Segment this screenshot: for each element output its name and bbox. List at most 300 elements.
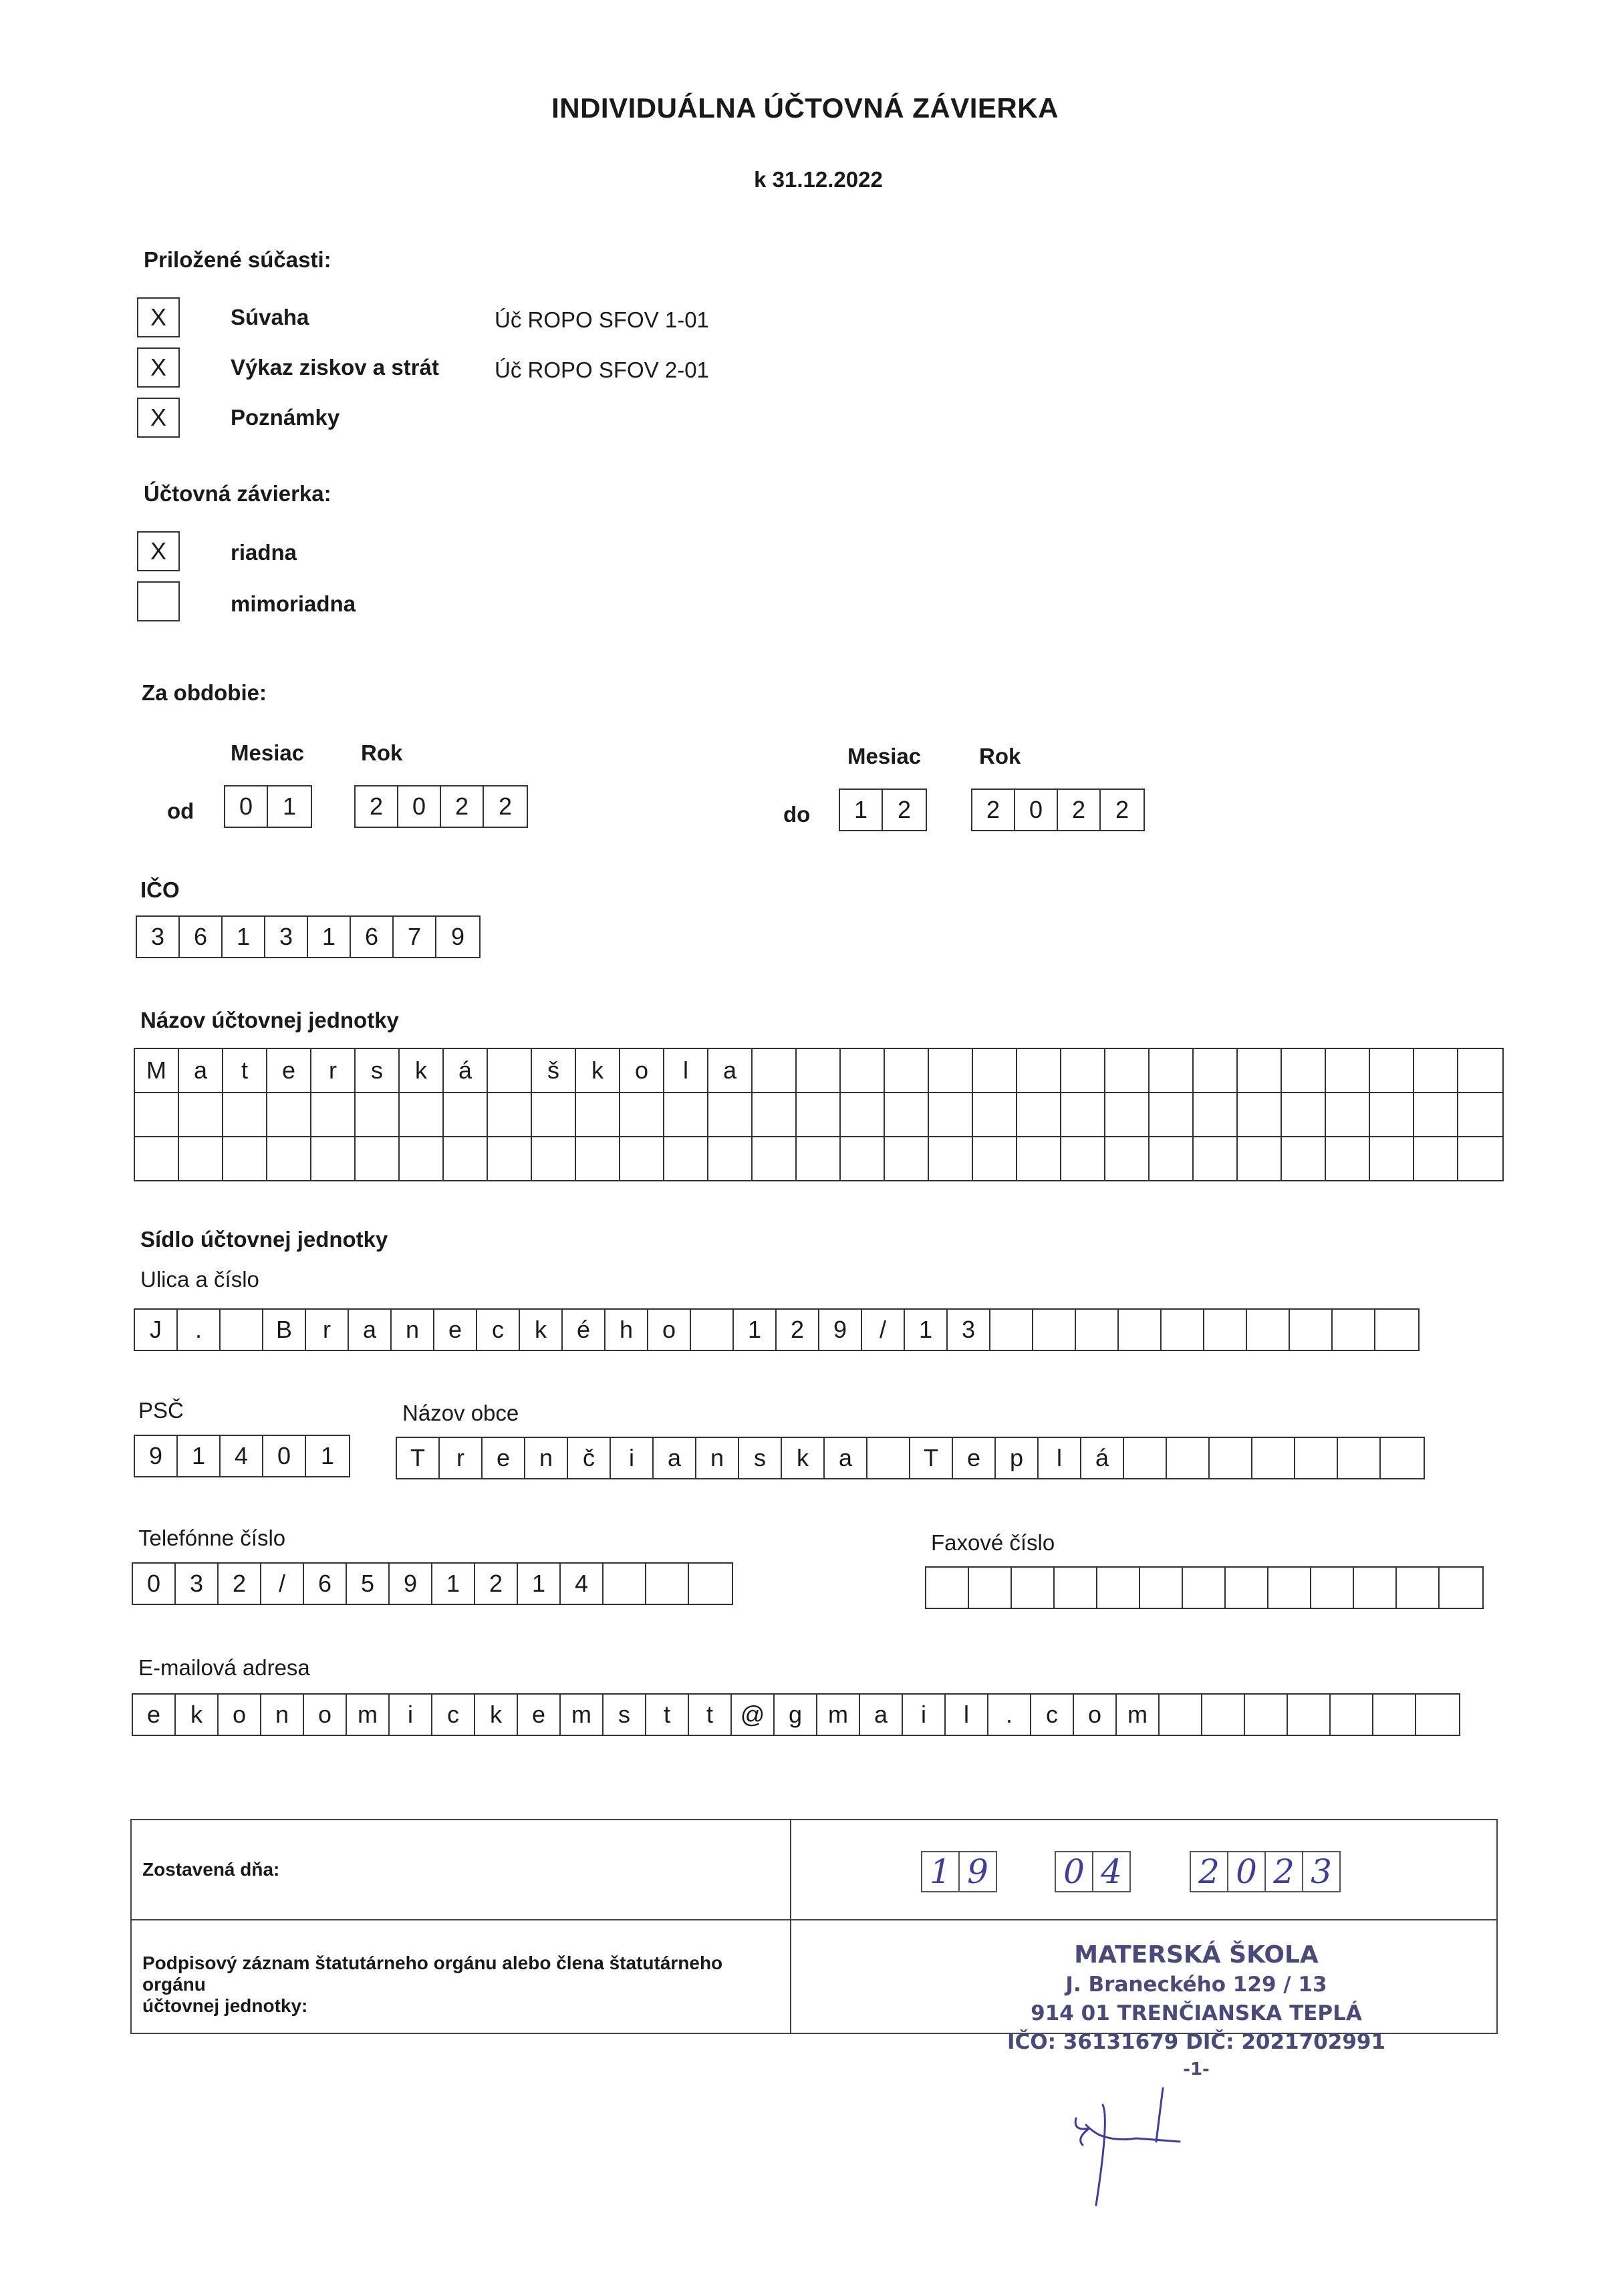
grid-cell — [753, 1049, 797, 1092]
grid-cell — [1414, 1049, 1458, 1092]
grid-cell — [576, 1093, 620, 1136]
compiled-year-cell: 0 — [1227, 1851, 1266, 1892]
label-vykaz: Výkaz ziskov a strát — [231, 355, 439, 380]
grid-cell: 4 — [561, 1564, 603, 1604]
grid-cell — [708, 1137, 753, 1180]
grid-cell — [576, 1137, 620, 1180]
grid-cell — [311, 1137, 356, 1180]
grid-cell — [1012, 1568, 1055, 1608]
grid-cell: i — [903, 1695, 946, 1735]
psc-field[interactable] — [134, 1435, 350, 1477]
grid-cell — [1097, 1568, 1140, 1608]
grid-cell — [1326, 1049, 1370, 1092]
from-year-cell: 2 — [498, 793, 513, 820]
grid-cell — [1282, 1093, 1326, 1136]
address-label: Sídlo účtovnej jednotky — [140, 1227, 388, 1252]
fax-field[interactable] — [925, 1566, 1484, 1609]
grid-cell — [1105, 1137, 1150, 1180]
grid-cell — [689, 1564, 732, 1604]
grid-cell: o — [304, 1695, 347, 1735]
grid-cell — [885, 1137, 929, 1180]
grid-cell: t — [223, 1049, 267, 1092]
grid-cell — [1017, 1049, 1061, 1092]
grid-cell — [1338, 1438, 1381, 1478]
grid-cell — [135, 1137, 179, 1180]
grid-cell: é — [563, 1310, 606, 1350]
grid-cell: m — [561, 1695, 603, 1735]
grid-cell: / — [862, 1310, 905, 1350]
grid-cell: o — [1074, 1695, 1117, 1735]
name-row — [135, 1049, 1502, 1093]
signature-label — [142, 1953, 784, 2017]
grid-cell: 1 — [320, 1442, 335, 1469]
grid-cell — [867, 1438, 910, 1478]
grid-cell — [1373, 1695, 1416, 1735]
grid-cell: 3 — [948, 1310, 990, 1350]
grid-cell — [691, 1310, 734, 1350]
grid-cell — [267, 1093, 311, 1136]
grid-cell: š — [532, 1049, 576, 1092]
grid-cell: m — [347, 1695, 390, 1735]
grid-cell — [223, 1137, 267, 1180]
from-year-label: Rok — [361, 740, 403, 765]
grid-cell: n — [525, 1438, 568, 1478]
grid-cell — [1458, 1093, 1502, 1136]
grid-cell — [664, 1137, 708, 1180]
grid-cell — [356, 1137, 400, 1180]
to-year-cell: 2 — [1115, 796, 1129, 823]
grid-cell: 9 — [135, 1436, 178, 1476]
name-row — [135, 1137, 1502, 1180]
compiled-day-cell: 1 — [921, 1851, 960, 1892]
grid-cell — [1033, 1310, 1076, 1350]
grid-cell: t — [646, 1695, 689, 1735]
grid-cell: 2 — [777, 1310, 819, 1350]
grid-cell: k — [475, 1695, 518, 1735]
period-heading: Za obdobie: — [142, 680, 267, 705]
grid-cell — [926, 1568, 969, 1608]
grid-cell — [1238, 1093, 1282, 1136]
to-month-cell: 1 — [840, 790, 883, 830]
grid-cell — [1458, 1049, 1502, 1092]
grid-cell — [1105, 1093, 1150, 1136]
city-label: Názov obce — [402, 1401, 519, 1425]
grid-cell — [1017, 1093, 1061, 1136]
grid-cell — [1414, 1137, 1458, 1180]
closing-heading: Účtovná závierka: — [144, 481, 331, 506]
grid-cell: k — [400, 1049, 444, 1092]
grid-cell — [311, 1093, 356, 1136]
to-month-field[interactable] — [839, 788, 927, 831]
grid-cell: / — [261, 1564, 304, 1604]
grid-cell — [797, 1093, 841, 1136]
attached-heading: Priložené súčasti: — [144, 247, 331, 272]
compiled-year-cell: 2 — [1264, 1851, 1303, 1892]
email-field[interactable] — [132, 1693, 1460, 1736]
grid-cell — [1245, 1695, 1288, 1735]
grid-cell: t — [689, 1695, 732, 1735]
grid-cell: o — [620, 1049, 664, 1092]
grid-cell: 3 — [265, 917, 308, 957]
stamp-line-2: J. Braneckého 129 / 13 — [1065, 1973, 1327, 1997]
grid-cell — [1326, 1137, 1370, 1180]
grid-cell: č — [568, 1438, 611, 1478]
grid-cell: o — [648, 1310, 691, 1350]
compiled-label: Zostavená dňa: — [142, 1859, 280, 1880]
grid-cell: M — [135, 1049, 179, 1092]
grid-cell — [1252, 1438, 1295, 1478]
grid-cell — [400, 1093, 444, 1136]
grid-cell: m — [817, 1695, 860, 1735]
from-month-cell: 1 — [282, 793, 297, 820]
grid-cell — [929, 1093, 973, 1136]
grid-cell: 1 — [432, 1564, 475, 1604]
grid-cell — [1017, 1137, 1061, 1180]
grid-cell — [1204, 1310, 1247, 1350]
grid-cell: a — [654, 1438, 696, 1478]
grid-cell: 9 — [390, 1564, 432, 1604]
grid-cell — [620, 1137, 664, 1180]
checkbox-mimoriadna[interactable] — [137, 581, 180, 621]
ico-field[interactable] — [136, 915, 481, 958]
grid-cell — [488, 1049, 532, 1092]
grid-cell: r — [311, 1049, 356, 1092]
grid-cell — [179, 1093, 223, 1136]
grid-cell: c — [1031, 1695, 1074, 1735]
compiled-year-cell: 3 — [1302, 1851, 1341, 1892]
grid-cell — [1370, 1049, 1414, 1092]
document-title: INDIVIDUÁLNA ÚČTOVNÁ ZÁVIERKA — [551, 92, 1059, 124]
grid-cell — [1162, 1310, 1204, 1350]
grid-cell — [1124, 1438, 1167, 1478]
grid-cell: c — [432, 1695, 475, 1735]
grid-cell — [1150, 1049, 1194, 1092]
grid-cell: h — [606, 1310, 648, 1350]
grid-cell: 1 — [223, 917, 265, 957]
grid-cell: 2 — [475, 1564, 518, 1604]
grid-cell — [1076, 1310, 1119, 1350]
grid-cell — [221, 1310, 263, 1350]
grid-cell — [1458, 1137, 1502, 1180]
grid-cell: 3 — [137, 917, 180, 957]
grid-cell: n — [696, 1438, 739, 1478]
document-date: k 31.12.2022 — [754, 167, 883, 192]
from-month-cell: 0 — [225, 786, 268, 827]
grid-cell — [929, 1049, 973, 1092]
grid-cell — [1055, 1568, 1097, 1608]
grid-cell: 7 — [394, 917, 436, 957]
grid-cell: e — [953, 1438, 996, 1478]
grid-cell — [488, 1137, 532, 1180]
signature-label-line-1: Podpisový záznam štatutárneho orgánu alebo člena štatutárneho orgánu — [142, 1953, 723, 1995]
email-label: E-mailová adresa — [138, 1655, 310, 1680]
table-divider-horizontal — [132, 1919, 1496, 1920]
checkbox-suvaha[interactable]: X — [137, 297, 180, 337]
label-riadna: riadna — [231, 540, 297, 565]
grid-cell — [400, 1137, 444, 1180]
checkbox-vykaz[interactable]: X — [137, 347, 180, 388]
checkbox-poznamky[interactable]: X — [137, 398, 180, 438]
grid-cell — [1311, 1568, 1354, 1608]
to-year-field[interactable] — [971, 788, 1145, 831]
grid-cell — [1210, 1438, 1252, 1478]
grid-cell: 6 — [180, 917, 223, 957]
grid-cell — [532, 1093, 576, 1136]
from-year-cell: 0 — [398, 786, 441, 827]
grid-cell — [973, 1137, 1017, 1180]
grid-cell: p — [996, 1438, 1039, 1478]
grid-cell: 1 — [518, 1564, 561, 1604]
grid-cell — [1354, 1568, 1397, 1608]
ico-label: IČO — [140, 877, 180, 902]
grid-cell — [1247, 1310, 1290, 1350]
grid-cell: . — [988, 1695, 1031, 1735]
grid-cell: i — [611, 1438, 654, 1478]
to-month-label: Mesiac — [847, 744, 922, 768]
grid-cell — [1194, 1137, 1238, 1180]
grid-cell — [1440, 1568, 1482, 1608]
to-year-cell: 2 — [972, 790, 1015, 830]
grid-cell — [1119, 1310, 1162, 1350]
grid-cell — [1370, 1093, 1414, 1136]
grid-cell — [1061, 1049, 1105, 1092]
grid-cell — [973, 1049, 1017, 1092]
grid-cell: 5 — [347, 1564, 390, 1604]
to-month-cell: 2 — [897, 796, 912, 823]
stamp-line-3: 914 01 TRENČIANSKA TEPLÁ — [1031, 2001, 1362, 2025]
grid-cell: a — [708, 1049, 753, 1092]
grid-cell: a — [179, 1049, 223, 1092]
grid-cell — [841, 1137, 885, 1180]
grid-cell: l — [664, 1049, 708, 1092]
grid-cell — [267, 1137, 311, 1180]
label-mimoriadna: mimoriadna — [231, 591, 356, 616]
grid-cell: 4 — [221, 1436, 263, 1476]
grid-cell — [1370, 1137, 1414, 1180]
grid-cell — [1290, 1310, 1333, 1350]
grid-cell — [1150, 1093, 1194, 1136]
label-suvaha: Súvaha — [231, 305, 309, 329]
grid-cell: e — [133, 1695, 176, 1735]
grid-cell — [1202, 1695, 1245, 1735]
grid-cell: s — [356, 1049, 400, 1092]
signature-label-line-2: účtovnej jednotky: — [142, 1995, 308, 2016]
to-year-cell: 2 — [1058, 790, 1101, 830]
stamp-line-1: MATERSKÁ ŠKOLA — [1074, 1941, 1319, 1969]
grid-cell: 3 — [176, 1564, 219, 1604]
grid-cell — [841, 1093, 885, 1136]
grid-cell: á — [444, 1049, 488, 1092]
grid-cell — [1140, 1568, 1183, 1608]
from-label: od — [167, 799, 194, 823]
grid-cell — [797, 1049, 841, 1092]
grid-cell: s — [603, 1695, 646, 1735]
grid-cell — [1288, 1695, 1331, 1735]
grid-cell — [488, 1093, 532, 1136]
grid-cell — [1150, 1137, 1194, 1180]
grid-cell: 1 — [734, 1310, 777, 1350]
grid-cell: 9 — [819, 1310, 862, 1350]
to-year-label: Rok — [979, 744, 1021, 768]
grid-cell — [1282, 1137, 1326, 1180]
grid-cell — [797, 1137, 841, 1180]
grid-cell — [646, 1564, 689, 1604]
grid-cell: 9 — [450, 923, 465, 950]
compiled-month-field[interactable] — [1056, 1851, 1131, 1892]
grid-cell: á — [1081, 1438, 1124, 1478]
grid-cell — [1333, 1310, 1375, 1350]
grid-cell: n — [392, 1310, 434, 1350]
grid-cell — [1238, 1049, 1282, 1092]
grid-cell: 6 — [351, 917, 394, 957]
compiled-year-cell: 2 — [1190, 1851, 1228, 1892]
grid-cell: e — [483, 1438, 525, 1478]
phone-field[interactable] — [132, 1562, 733, 1605]
grid-cell: . — [178, 1310, 221, 1350]
grid-cell — [1375, 1310, 1418, 1350]
city-field[interactable] — [396, 1437, 1425, 1479]
grid-cell: r — [440, 1438, 483, 1478]
phone-label: Telefónne číslo — [138, 1526, 286, 1550]
compiled-day-cell: 9 — [958, 1851, 997, 1892]
label-poznamky: Poznámky — [231, 405, 340, 430]
grid-cell — [1226, 1568, 1268, 1608]
grid-cell: k — [176, 1695, 219, 1735]
table-divider-vertical — [790, 1820, 791, 2033]
grid-cell — [532, 1137, 576, 1180]
grid-cell: 1 — [178, 1436, 221, 1476]
code-suvaha: Úč ROPO SFOV 1-01 — [495, 307, 709, 332]
compiled-month-cell: 0 — [1055, 1851, 1093, 1892]
grid-cell: o — [219, 1695, 261, 1735]
grid-cell: s — [739, 1438, 782, 1478]
grid-cell — [664, 1093, 708, 1136]
grid-cell — [1326, 1093, 1370, 1136]
name-field[interactable] — [134, 1048, 1504, 1181]
fax-label: Faxové číslo — [931, 1530, 1055, 1555]
grid-cell: l — [946, 1695, 988, 1735]
checkbox-riadna[interactable]: X — [137, 531, 180, 571]
grid-cell: n — [261, 1695, 304, 1735]
grid-cell: 1 — [308, 917, 351, 957]
grid-cell: J — [135, 1310, 178, 1350]
handwritten-signature — [1063, 2078, 1196, 2212]
grid-cell: l — [1039, 1438, 1081, 1478]
grid-cell: a — [860, 1695, 903, 1735]
grid-cell — [223, 1093, 267, 1136]
grid-cell — [179, 1137, 223, 1180]
grid-cell: 2 — [219, 1564, 261, 1604]
grid-cell — [753, 1137, 797, 1180]
to-label: do — [783, 802, 811, 827]
grid-cell — [969, 1568, 1012, 1608]
name-label: Názov účtovnej jednotky — [140, 1008, 399, 1032]
grid-cell: @ — [732, 1695, 775, 1735]
grid-cell: 0 — [263, 1436, 306, 1476]
grid-cell — [929, 1137, 973, 1180]
grid-cell — [1414, 1093, 1458, 1136]
grid-cell: k — [576, 1049, 620, 1092]
grid-cell: e — [267, 1049, 311, 1092]
grid-cell — [753, 1093, 797, 1136]
grid-cell — [1167, 1438, 1210, 1478]
name-row — [135, 1093, 1502, 1137]
psc-label: PSČ — [138, 1398, 184, 1423]
grid-cell — [1194, 1049, 1238, 1092]
grid-cell — [1194, 1093, 1238, 1136]
grid-cell — [444, 1137, 488, 1180]
grid-cell — [1061, 1093, 1105, 1136]
to-year-cell: 0 — [1015, 790, 1058, 830]
grid-cell — [1105, 1049, 1150, 1092]
grid-cell — [1061, 1137, 1105, 1180]
grid-cell — [1295, 1438, 1338, 1478]
from-year-cell: 2 — [356, 786, 398, 827]
grid-cell — [841, 1049, 885, 1092]
grid-cell — [356, 1093, 400, 1136]
grid-cell: e — [434, 1310, 477, 1350]
grid-cell: a — [349, 1310, 392, 1350]
grid-cell — [135, 1093, 179, 1136]
grid-cell: k — [782, 1438, 825, 1478]
grid-cell: a — [825, 1438, 867, 1478]
page-number: -1- — [1183, 2059, 1210, 2079]
grid-cell — [1238, 1137, 1282, 1180]
grid-cell — [708, 1093, 753, 1136]
grid-cell: B — [263, 1310, 306, 1350]
grid-cell: 6 — [304, 1564, 347, 1604]
grid-cell — [1183, 1568, 1226, 1608]
street-field[interactable] — [134, 1308, 1420, 1351]
stamp-line-4: IČO: 36131679 DIČ: 2021702991 — [1007, 2030, 1386, 2054]
grid-cell — [973, 1093, 1017, 1136]
grid-cell — [990, 1310, 1033, 1350]
code-vykaz: Úč ROPO SFOV 2-01 — [495, 357, 709, 382]
compiled-day-field[interactable] — [922, 1851, 997, 1892]
grid-cell: c — [477, 1310, 520, 1350]
grid-cell — [1397, 1568, 1440, 1608]
grid-cell — [885, 1093, 929, 1136]
grid-cell: T — [910, 1438, 953, 1478]
street-label: Ulica a číslo — [140, 1267, 259, 1292]
grid-cell: T — [397, 1438, 440, 1478]
grid-cell — [620, 1093, 664, 1136]
grid-cell — [1381, 1438, 1424, 1478]
grid-cell: k — [520, 1310, 563, 1350]
compiled-year-field[interactable] — [1191, 1851, 1341, 1892]
grid-cell — [1268, 1568, 1311, 1608]
grid-cell — [1331, 1695, 1373, 1735]
grid-cell: i — [390, 1695, 432, 1735]
grid-cell: e — [518, 1695, 561, 1735]
grid-cell: 0 — [133, 1564, 176, 1604]
grid-cell — [1282, 1049, 1326, 1092]
grid-cell: 1 — [905, 1310, 948, 1350]
grid-cell — [885, 1049, 929, 1092]
from-year-cell: 2 — [441, 786, 484, 827]
from-year-field[interactable] — [354, 785, 528, 828]
grid-cell: r — [306, 1310, 349, 1350]
grid-cell: m — [1117, 1695, 1160, 1735]
from-month-label: Mesiac — [231, 740, 305, 765]
grid-cell: g — [775, 1695, 817, 1735]
grid-cell — [603, 1564, 646, 1604]
compiled-month-cell: 4 — [1092, 1851, 1131, 1892]
from-month-field[interactable] — [224, 785, 312, 828]
grid-cell — [444, 1093, 488, 1136]
grid-cell — [1416, 1695, 1459, 1735]
grid-cell — [1160, 1695, 1202, 1735]
